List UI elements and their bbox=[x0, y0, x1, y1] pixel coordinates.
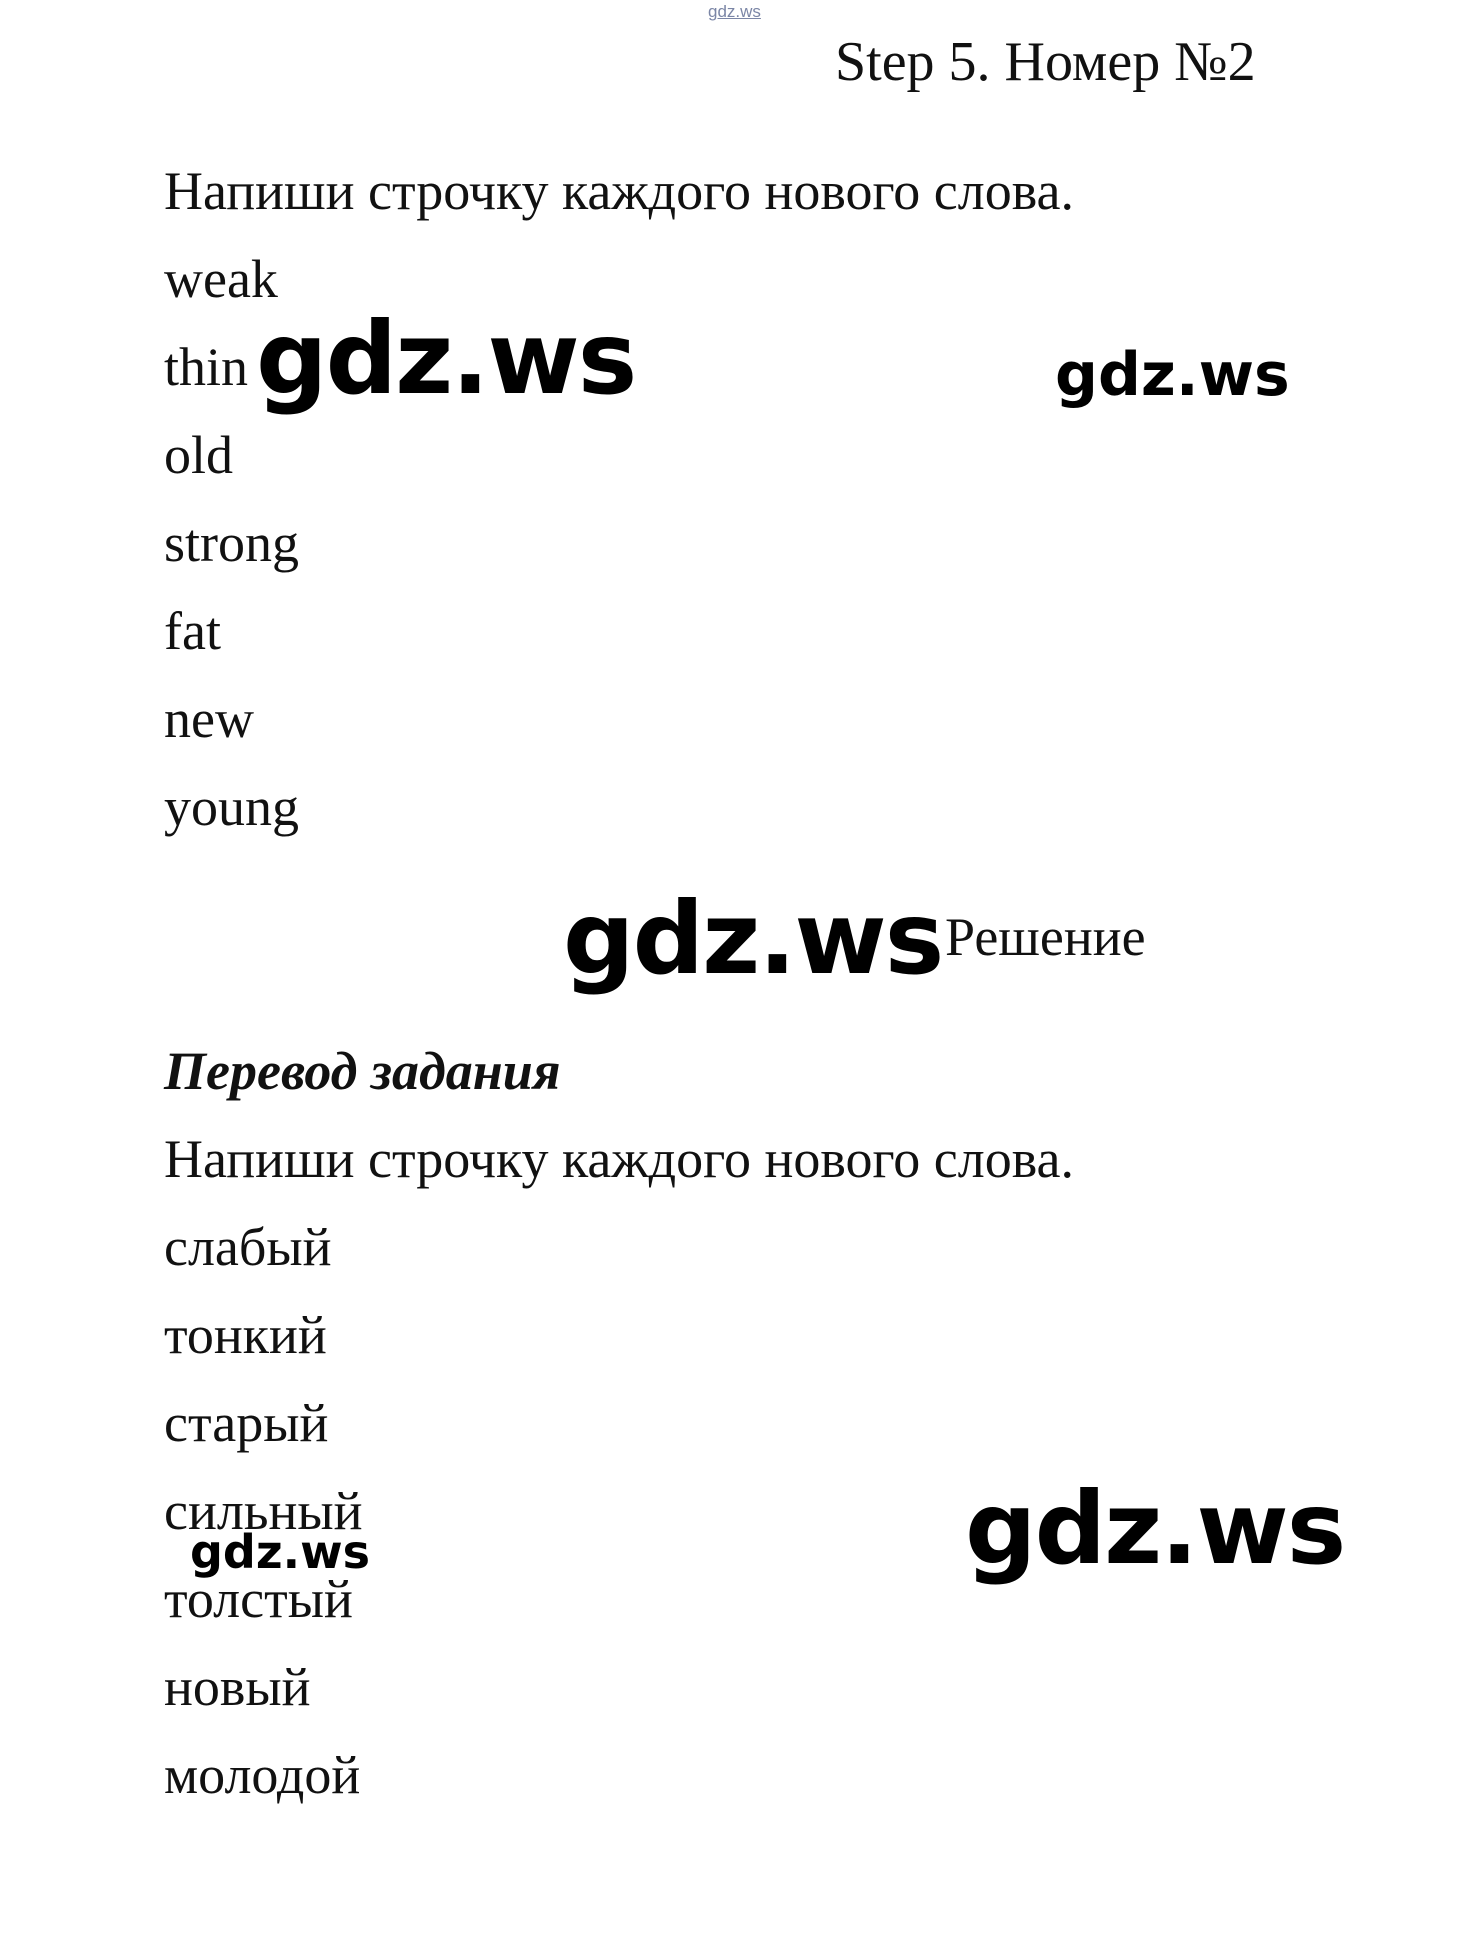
translation-fat: толстый bbox=[164, 1569, 353, 1629]
solution-label: Решение bbox=[945, 907, 1146, 967]
watermark: gdz.ws bbox=[1055, 340, 1290, 410]
word-new: new bbox=[164, 689, 254, 749]
word-strong: strong bbox=[164, 513, 299, 573]
translation-old: старый bbox=[164, 1393, 329, 1453]
watermark: gdz.ws bbox=[965, 1470, 1345, 1587]
watermark: gdz.ws bbox=[190, 1525, 370, 1579]
translation-thin: тонкий bbox=[164, 1305, 327, 1365]
word-fat: fat bbox=[164, 601, 221, 661]
word-old: old bbox=[164, 425, 234, 485]
translation-heading: Перевод задания bbox=[164, 1041, 561, 1101]
top-watermark: gdz.ws bbox=[708, 2, 761, 21]
word-thin: thin bbox=[164, 337, 249, 397]
watermark: gdz.ws bbox=[563, 880, 943, 997]
translation-weak: слабый bbox=[164, 1217, 332, 1277]
translation-new: новый bbox=[164, 1657, 311, 1717]
translation-strong: сильный bbox=[164, 1481, 363, 1541]
page-header: Step 5. Номер №2 bbox=[835, 31, 1256, 93]
word-young: young bbox=[164, 777, 299, 837]
translation-young: молодой bbox=[164, 1745, 361, 1805]
watermark: gdz.ws bbox=[256, 300, 636, 417]
translation-instruction: Напиши строчку каждого нового слова. bbox=[164, 1129, 1074, 1189]
word-weak: weak bbox=[164, 249, 278, 309]
task-instruction: Напиши строчку каждого нового слова. bbox=[164, 161, 1074, 221]
